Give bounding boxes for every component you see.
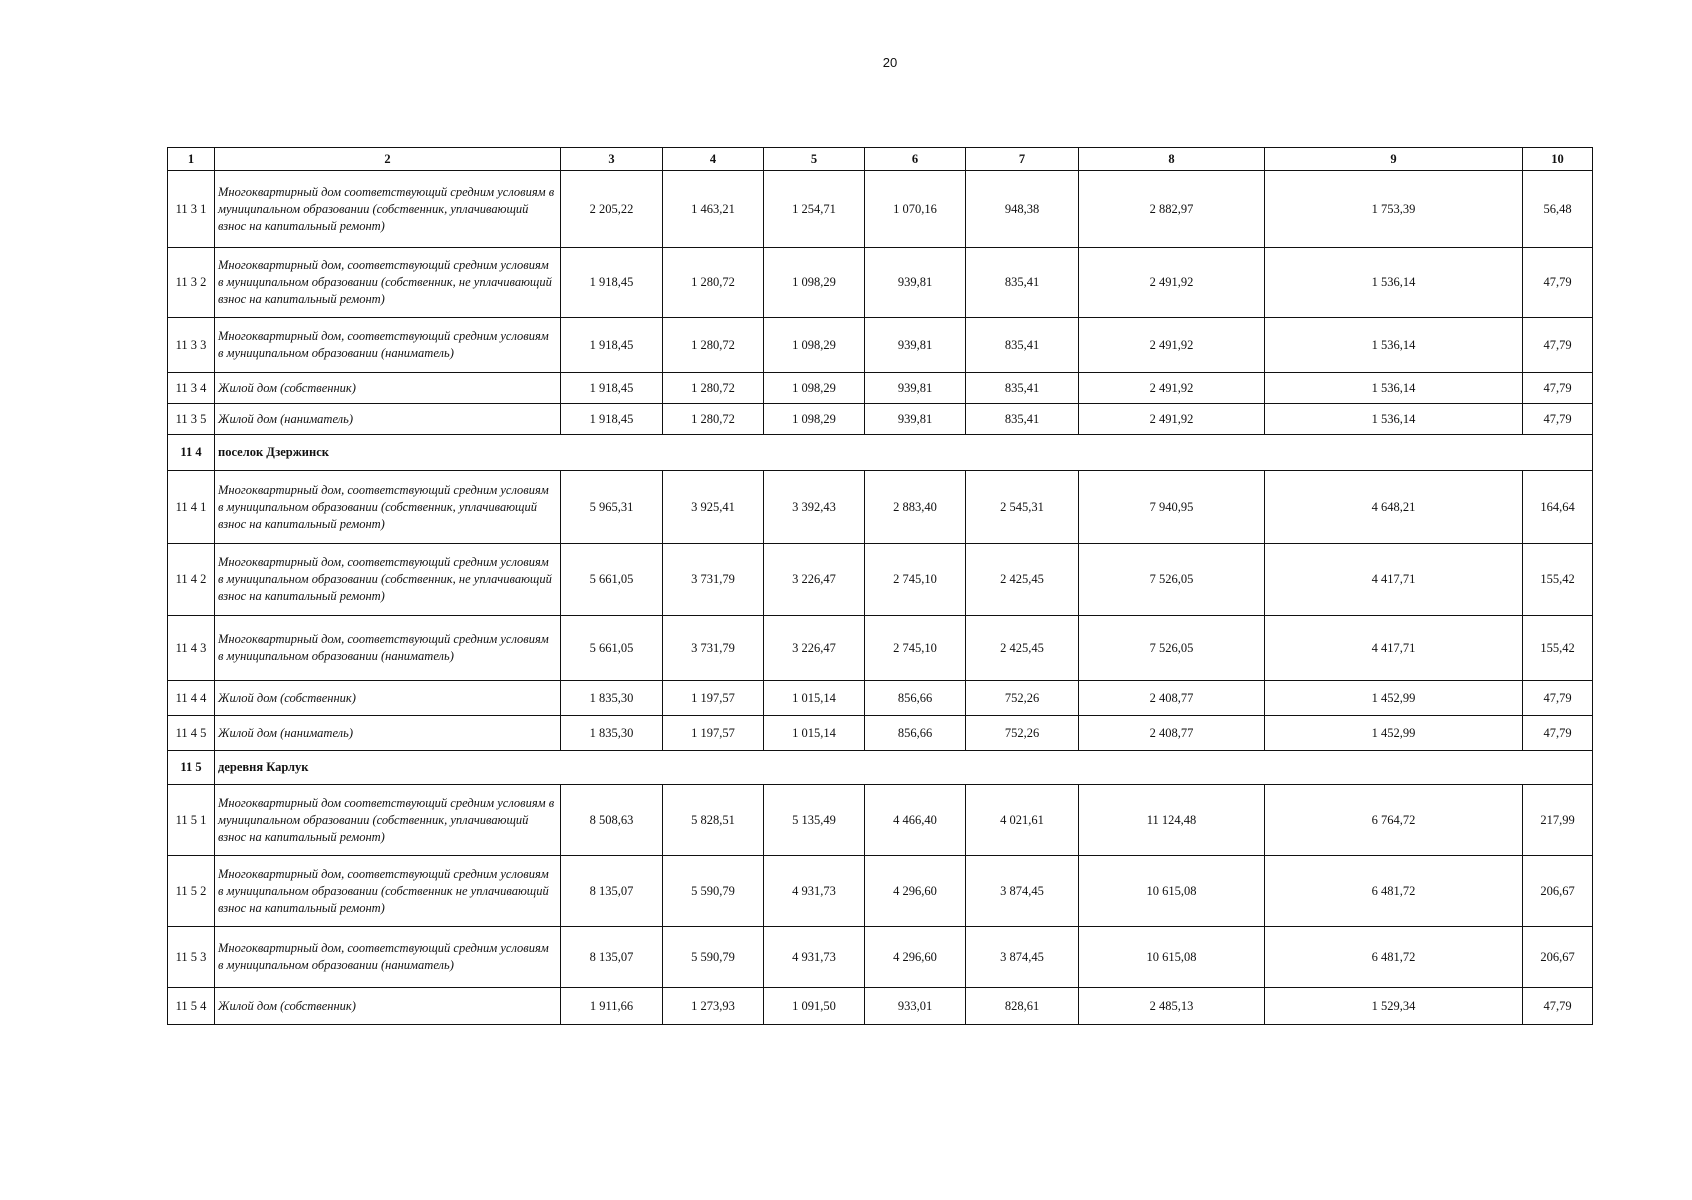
value-cell-col-10: 47,79 <box>1523 373 1593 404</box>
value-cell-col-4: 1 197,57 <box>663 681 764 716</box>
row-code: 11 4 3 <box>168 616 215 681</box>
row-description: Многоквартирный дом, соответствующий средним условиям в муниципальном образовании (собственник не уплачивающий взнос на капитальный ремонт) <box>215 856 561 927</box>
value-cell-col-3: 8 508,63 <box>561 785 663 856</box>
row-code: 11 5 2 <box>168 856 215 927</box>
value-cell-col-8: 10 615,08 <box>1079 927 1265 988</box>
value-cell-col-8: 7 940,95 <box>1079 471 1265 544</box>
value-cell-col-3: 1 918,45 <box>561 318 663 373</box>
value-cell-col-3: 5 661,05 <box>561 544 663 616</box>
column-header-9: 9 <box>1265 148 1523 171</box>
value-cell-col-4: 5 590,79 <box>663 856 764 927</box>
value-cell-col-8: 2 491,92 <box>1079 318 1265 373</box>
value-cell-col-5: 1 098,29 <box>764 373 865 404</box>
section-title: деревня Карлук <box>215 751 1593 785</box>
value-cell-col-4: 3 731,79 <box>663 616 764 681</box>
value-cell-col-5: 1 254,71 <box>764 171 865 248</box>
table-row <box>168 716 1593 751</box>
value-cell-col-8: 7 526,05 <box>1079 544 1265 616</box>
value-cell-col-6: 1 070,16 <box>865 171 966 248</box>
value-cell-col-7: 835,41 <box>966 248 1079 318</box>
value-cell-col-4: 1 197,57 <box>663 716 764 751</box>
value-cell-col-9: 6 481,72 <box>1265 927 1523 988</box>
value-cell-col-5: 1 091,50 <box>764 988 865 1025</box>
column-header-6: 6 <box>865 148 966 171</box>
page-number: 20 <box>882 55 898 70</box>
column-header-2: 2 <box>215 148 561 171</box>
value-cell-col-10: 164,64 <box>1523 471 1593 544</box>
value-cell-col-4: 5 590,79 <box>663 927 764 988</box>
row-description: Многоквартирный дом, соответствующий средним условиям в муниципальном образовании (наниматель) <box>215 616 561 681</box>
value-cell-col-4: 1 280,72 <box>663 373 764 404</box>
value-cell-col-8: 2 491,92 <box>1079 404 1265 435</box>
table-row <box>168 373 1593 404</box>
value-cell-col-6: 2 883,40 <box>865 471 966 544</box>
value-cell-col-6: 933,01 <box>865 988 966 1025</box>
row-description: Жилой дом (собственник) <box>215 681 561 716</box>
value-cell-col-5: 5 135,49 <box>764 785 865 856</box>
value-cell-col-8: 7 526,05 <box>1079 616 1265 681</box>
row-code: 11 3 3 <box>168 318 215 373</box>
section-row <box>168 435 1593 471</box>
row-description: Многоквартирный дом, соответствующий средним условиям в муниципальном образовании (собственник, уплачивающий взнос на капитальный ремонт) <box>215 471 561 544</box>
value-cell-col-6: 4 296,60 <box>865 856 966 927</box>
value-cell-col-4: 3 925,41 <box>663 471 764 544</box>
value-cell-col-10: 155,42 <box>1523 544 1593 616</box>
value-cell-col-4: 1 280,72 <box>663 248 764 318</box>
value-cell-col-9: 4 648,21 <box>1265 471 1523 544</box>
value-cell-col-5: 1 098,29 <box>764 318 865 373</box>
column-header-1: 1 <box>168 148 215 171</box>
value-cell-col-3: 1 918,45 <box>561 404 663 435</box>
value-cell-col-10: 47,79 <box>1523 716 1593 751</box>
column-header-7: 7 <box>966 148 1079 171</box>
value-cell-col-10: 155,42 <box>1523 616 1593 681</box>
value-cell-col-7: 752,26 <box>966 681 1079 716</box>
value-cell-col-6: 939,81 <box>865 404 966 435</box>
row-code: 11 3 1 <box>168 171 215 248</box>
row-description: Многоквартирный дом, соответствующий средним условиям в муниципальном образовании (наниматель) <box>215 927 561 988</box>
value-cell-col-10: 56,48 <box>1523 171 1593 248</box>
tariff-table <box>167 147 1593 1025</box>
value-cell-col-10: 47,79 <box>1523 248 1593 318</box>
value-cell-col-3: 1 911,66 <box>561 988 663 1025</box>
value-cell-col-10: 217,99 <box>1523 785 1593 856</box>
value-cell-col-8: 2 408,77 <box>1079 681 1265 716</box>
value-cell-col-6: 2 745,10 <box>865 616 966 681</box>
value-cell-col-10: 47,79 <box>1523 988 1593 1025</box>
value-cell-col-9: 4 417,71 <box>1265 616 1523 681</box>
row-code: 11 3 4 <box>168 373 215 404</box>
row-description: Жилой дом (наниматель) <box>215 716 561 751</box>
value-cell-col-8: 2 882,97 <box>1079 171 1265 248</box>
table-row <box>168 927 1593 988</box>
table-row <box>168 988 1593 1025</box>
row-description: Жилой дом (собственник) <box>215 373 561 404</box>
table-row <box>168 616 1593 681</box>
value-cell-col-5: 3 226,47 <box>764 544 865 616</box>
table-row <box>168 404 1593 435</box>
value-cell-col-9: 1 536,14 <box>1265 248 1523 318</box>
column-header-3: 3 <box>561 148 663 171</box>
row-description: Многоквартирный дом, соответствующий средним условиям в муниципальном образовании (собственник, не уплачивающий взнос на капитальный ремонт) <box>215 248 561 318</box>
value-cell-col-9: 6 764,72 <box>1265 785 1523 856</box>
value-cell-col-6: 939,81 <box>865 318 966 373</box>
value-cell-col-6: 856,66 <box>865 716 966 751</box>
value-cell-col-7: 3 874,45 <box>966 927 1079 988</box>
row-description: Многоквартирный дом, соответствующий средним условиям в муниципальном образовании (наниматель) <box>215 318 561 373</box>
value-cell-col-7: 948,38 <box>966 171 1079 248</box>
value-cell-col-8: 2 491,92 <box>1079 248 1265 318</box>
value-cell-col-3: 1 918,45 <box>561 373 663 404</box>
value-cell-col-7: 2 425,45 <box>966 544 1079 616</box>
section-row <box>168 751 1593 785</box>
value-cell-col-5: 3 392,43 <box>764 471 865 544</box>
value-cell-col-9: 1 529,34 <box>1265 988 1523 1025</box>
value-cell-col-9: 1 452,99 <box>1265 716 1523 751</box>
value-cell-col-10: 47,79 <box>1523 404 1593 435</box>
value-cell-col-4: 5 828,51 <box>663 785 764 856</box>
value-cell-col-8: 2 408,77 <box>1079 716 1265 751</box>
value-cell-col-4: 1 273,93 <box>663 988 764 1025</box>
value-cell-col-8: 2 485,13 <box>1079 988 1265 1025</box>
header-row <box>168 148 1593 171</box>
row-description: Многоквартирный дом соответствующий средним условиям в муниципальном образовании (собственник, уплачивающий взнос на капитальный ремонт) <box>215 171 561 248</box>
value-cell-col-5: 4 931,73 <box>764 927 865 988</box>
value-cell-col-5: 1 015,14 <box>764 681 865 716</box>
value-cell-col-9: 1 536,14 <box>1265 404 1523 435</box>
column-header-4: 4 <box>663 148 764 171</box>
value-cell-col-5: 3 226,47 <box>764 616 865 681</box>
table-row <box>168 856 1593 927</box>
value-cell-col-9: 1 536,14 <box>1265 373 1523 404</box>
value-cell-col-10: 47,79 <box>1523 681 1593 716</box>
column-header-8: 8 <box>1079 148 1265 171</box>
row-code: 11 4 1 <box>168 471 215 544</box>
value-cell-col-7: 752,26 <box>966 716 1079 751</box>
value-cell-col-3: 5 965,31 <box>561 471 663 544</box>
row-code: 11 5 1 <box>168 785 215 856</box>
table-body <box>168 171 1593 1025</box>
value-cell-col-4: 1 463,21 <box>663 171 764 248</box>
table-row <box>168 171 1593 248</box>
row-code: 11 5 4 <box>168 988 215 1025</box>
value-cell-col-7: 835,41 <box>966 373 1079 404</box>
value-cell-col-7: 835,41 <box>966 404 1079 435</box>
value-cell-col-7: 2 545,31 <box>966 471 1079 544</box>
value-cell-col-7: 4 021,61 <box>966 785 1079 856</box>
row-description: Многоквартирный дом соответствующий средним условиям в муниципальном образовании (собственник, уплачивающий взнос на капитальный ремонт) <box>215 785 561 856</box>
value-cell-col-7: 2 425,45 <box>966 616 1079 681</box>
value-cell-col-3: 1 918,45 <box>561 248 663 318</box>
value-cell-col-5: 1 098,29 <box>764 404 865 435</box>
value-cell-col-7: 828,61 <box>966 988 1079 1025</box>
row-code: 11 3 5 <box>168 404 215 435</box>
value-cell-col-10: 206,67 <box>1523 927 1593 988</box>
value-cell-col-3: 1 835,30 <box>561 681 663 716</box>
value-cell-col-7: 3 874,45 <box>966 856 1079 927</box>
row-code: 11 3 2 <box>168 248 215 318</box>
value-cell-col-5: 1 015,14 <box>764 716 865 751</box>
table-row <box>168 785 1593 856</box>
value-cell-col-6: 4 466,40 <box>865 785 966 856</box>
column-header-10: 10 <box>1523 148 1593 171</box>
value-cell-col-6: 939,81 <box>865 373 966 404</box>
section-title: поселок Дзержинск <box>215 435 1593 471</box>
value-cell-col-6: 4 296,60 <box>865 927 966 988</box>
value-cell-col-5: 4 931,73 <box>764 856 865 927</box>
row-description: Многоквартирный дом, соответствующий средним условиям в муниципальном образовании (собственник, не уплачивающий взнос на капитальный ремонт) <box>215 544 561 616</box>
value-cell-col-4: 1 280,72 <box>663 404 764 435</box>
value-cell-col-7: 835,41 <box>966 318 1079 373</box>
table-row <box>168 471 1593 544</box>
value-cell-col-3: 5 661,05 <box>561 616 663 681</box>
row-code: 11 4 5 <box>168 716 215 751</box>
row-description: Жилой дом (собственник) <box>215 988 561 1025</box>
column-header-5: 5 <box>764 148 865 171</box>
value-cell-col-3: 8 135,07 <box>561 856 663 927</box>
value-cell-col-9: 6 481,72 <box>1265 856 1523 927</box>
table-row <box>168 248 1593 318</box>
value-cell-col-8: 11 124,48 <box>1079 785 1265 856</box>
value-cell-col-9: 1 536,14 <box>1265 318 1523 373</box>
value-cell-col-5: 1 098,29 <box>764 248 865 318</box>
value-cell-col-6: 939,81 <box>865 248 966 318</box>
value-cell-col-10: 206,67 <box>1523 856 1593 927</box>
value-cell-col-9: 4 417,71 <box>1265 544 1523 616</box>
table-row <box>168 318 1593 373</box>
value-cell-col-3: 2 205,22 <box>561 171 663 248</box>
value-cell-col-4: 1 280,72 <box>663 318 764 373</box>
section-code: 11 5 <box>168 751 215 785</box>
value-cell-col-8: 10 615,08 <box>1079 856 1265 927</box>
row-code: 11 5 3 <box>168 927 215 988</box>
value-cell-col-6: 2 745,10 <box>865 544 966 616</box>
value-cell-col-4: 3 731,79 <box>663 544 764 616</box>
value-cell-col-9: 1 452,99 <box>1265 681 1523 716</box>
section-code: 11 4 <box>168 435 215 471</box>
value-cell-col-10: 47,79 <box>1523 318 1593 373</box>
row-code: 11 4 2 <box>168 544 215 616</box>
value-cell-col-9: 1 753,39 <box>1265 171 1523 248</box>
value-cell-col-6: 856,66 <box>865 681 966 716</box>
value-cell-col-3: 1 835,30 <box>561 716 663 751</box>
table-row <box>168 544 1593 616</box>
row-code: 11 4 4 <box>168 681 215 716</box>
row-description: Жилой дом (наниматель) <box>215 404 561 435</box>
table-row <box>168 681 1593 716</box>
value-cell-col-8: 2 491,92 <box>1079 373 1265 404</box>
value-cell-col-3: 8 135,07 <box>561 927 663 988</box>
